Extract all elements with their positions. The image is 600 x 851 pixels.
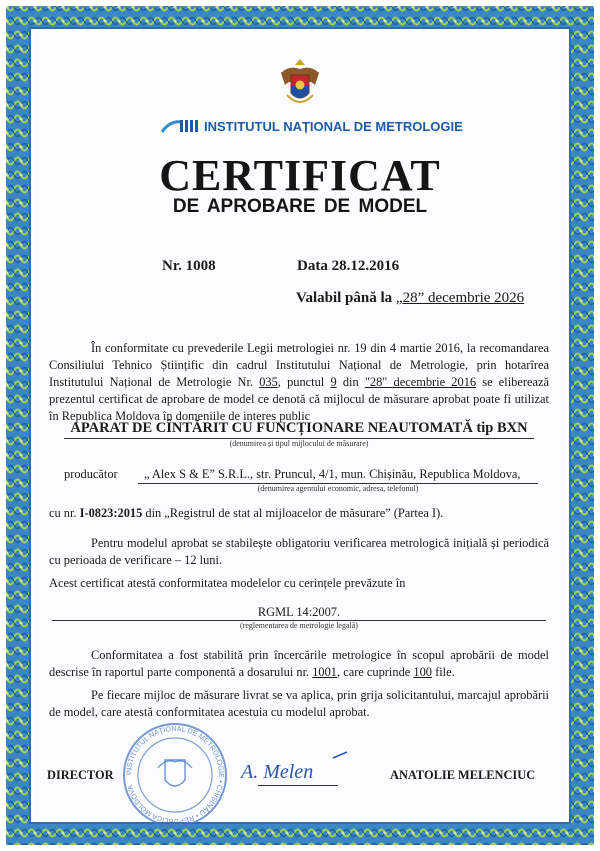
- director-label: DIRECTOR: [47, 768, 114, 782]
- producer-label: producător: [64, 467, 118, 481]
- institute-name: INSTITUTUL NAȚIONAL DE METROLOGIE: [204, 119, 463, 134]
- moldova-coat-of-arms-icon: [275, 55, 325, 111]
- producer-value: „ Alex S & E” S.R.L., str. Pruncul, 4/1, mun. Chișinău, Republica Moldova,: [144, 467, 521, 481]
- director-signature: [235, 748, 355, 788]
- register-number: I-0823:2015: [79, 506, 143, 520]
- validity-label: Valabil până la: [296, 290, 396, 306]
- tests-paragraph: Conformitatea a fost stabilită prin încercările metrologice în scopul aprobării de model descrise în raportul parte componentă a dosarului nr. 1001, care cuprinde 100 file.: [49, 648, 549, 679]
- director-name: ANATOLIE MELENCIUC: [390, 768, 536, 782]
- producer-caption: (denumirea agentului economic, adresa, telefonul): [257, 484, 419, 493]
- stamp-text: INSTITUTUL NAȚIONAL DE METROLOGIE • CHIȘINĂU • REPUBLICA MOLDOVA: [123, 723, 227, 827]
- conformity-regulation: RGML 14:2007.: [257, 605, 341, 619]
- decision-date: "28" decembrie 2016: [364, 375, 477, 389]
- marking-paragraph: Pe fiecare mijloc de măsurare livrat se va aplica, prin grija solicitantului, marcajul aprobării de model, care atestă conformitatea acestuia cu modelul aprobat.: [49, 688, 549, 719]
- certificate-title: CERTIFICAT: [159, 151, 441, 200]
- dossier-number: 1001: [312, 665, 337, 679]
- verification-paragraph: Pentru modelul aprobat se stabilește obligatoriu verificarea metrologică inițială și periodică cu perioada de verificare – 12 luni.: [49, 536, 549, 567]
- validity-date: „28” decembrie 2026: [395, 290, 525, 306]
- institute-header: [160, 116, 463, 138]
- certificate-subtitle: DE APROBARE DE MODEL: [172, 196, 428, 217]
- conformity-caption: (reglementarea de metrologie legală): [240, 621, 358, 630]
- signature-text: A. Melen: [241, 761, 314, 783]
- file-count: 100: [413, 665, 432, 679]
- official-stamp: [120, 722, 230, 828]
- svg-text:INSTITUTUL NAȚIONAL DE METROLO: [124, 724, 226, 826]
- decision-point: 9: [330, 375, 337, 389]
- register-line: cu nr. I-0823:2015 din „Registrul de stat al mijloacelor de măsurare” (Partea I).: [49, 506, 444, 520]
- instrument-name: APARAT DE CÎNTĂRIT CU FUNCȚIONARE NEAUTOMATĂ tip BXN: [70, 420, 528, 436]
- decision-number: 035: [259, 375, 278, 389]
- validity-line: [296, 290, 524, 307]
- certificate-number: Nr. 1008: [162, 258, 216, 274]
- conformity-text: Acest certificat atestă conformitatea modelelor cu cerințele prevăzute în: [49, 576, 406, 590]
- inm-logo-icon: [160, 116, 200, 136]
- instrument-caption: (denumirea și tipul mijlocului de măsurare): [229, 439, 369, 448]
- certificate-date: Data 28.12.2016: [297, 258, 400, 274]
- intro-paragraph: În conformitate cu prevederile Legii metrologiei nr. 19 din 4 martie 2016, la recomandarea Consiliului Tehnico Științific din cadrul Institutului Național de Metrologie, prin hotarîrea Institutului Național de Metrologie Nr. 035, punctul 9 din "28" decembrie 2016 se eliberează prezentul certificat de aprobare de model ce denotă că mijlocul de măsurare aprobat poate fi utilizat în Republica Moldova în domeniile de interes public: [49, 341, 549, 423]
